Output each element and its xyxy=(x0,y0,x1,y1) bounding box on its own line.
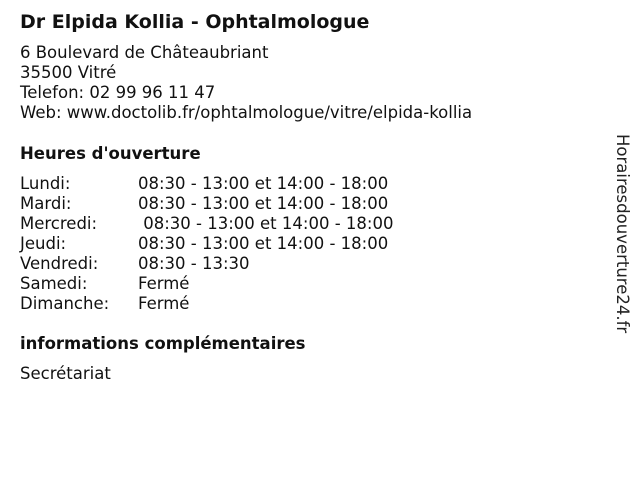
address-city: 35500 Vitré xyxy=(20,63,117,82)
day-label: Jeudi: xyxy=(20,234,67,253)
day-hours: 08:30 - 13:00 et 14:00 - 18:00 xyxy=(138,234,389,253)
day-hours: 08:30 - 13:00 et 14:00 - 18:00 xyxy=(138,214,394,233)
opening-hours-list xyxy=(20,174,393,314)
day-label: Lundi: xyxy=(20,174,71,193)
day-hours: 08:30 - 13:00 et 14:00 - 18:00 xyxy=(138,174,389,193)
address-block xyxy=(20,43,472,123)
hours-row-friday xyxy=(20,254,393,274)
hours-row-tuesday xyxy=(20,194,393,214)
watermark: Horairesdouverture24.fr xyxy=(613,134,632,334)
day-hours: 08:30 - 13:30 xyxy=(138,254,250,273)
info-heading: informations complémentaires xyxy=(20,334,306,353)
hours-row-thursday xyxy=(20,234,393,254)
address-street: 6 Boulevard de Châteaubriant xyxy=(20,43,269,62)
phone-number: Telefon: 02 99 96 11 47 xyxy=(20,83,216,102)
day-hours: 08:30 - 13:00 et 14:00 - 18:00 xyxy=(138,194,389,213)
day-label: Mardi: xyxy=(20,194,72,213)
day-hours: Fermé xyxy=(138,294,190,313)
hours-row-sunday xyxy=(20,294,393,314)
day-label: Mercredi: xyxy=(20,214,98,233)
day-label: Dimanche: xyxy=(20,294,110,313)
hours-heading: Heures d'ouverture xyxy=(20,144,201,163)
website-url: Web: www.doctolib.fr/ophtalmologue/vitre/elpida-kollia xyxy=(20,103,473,122)
day-label: Vendredi: xyxy=(20,254,99,273)
info-text: Secrétariat xyxy=(20,364,111,383)
hours-row-monday xyxy=(20,174,393,194)
hours-row-saturday xyxy=(20,274,393,294)
page-title: Dr Elpida Kollia - Ophtalmologue xyxy=(20,11,370,33)
hours-row-wednesday xyxy=(20,214,393,234)
day-hours: Fermé xyxy=(138,274,190,293)
day-label: Samedi: xyxy=(20,274,88,293)
